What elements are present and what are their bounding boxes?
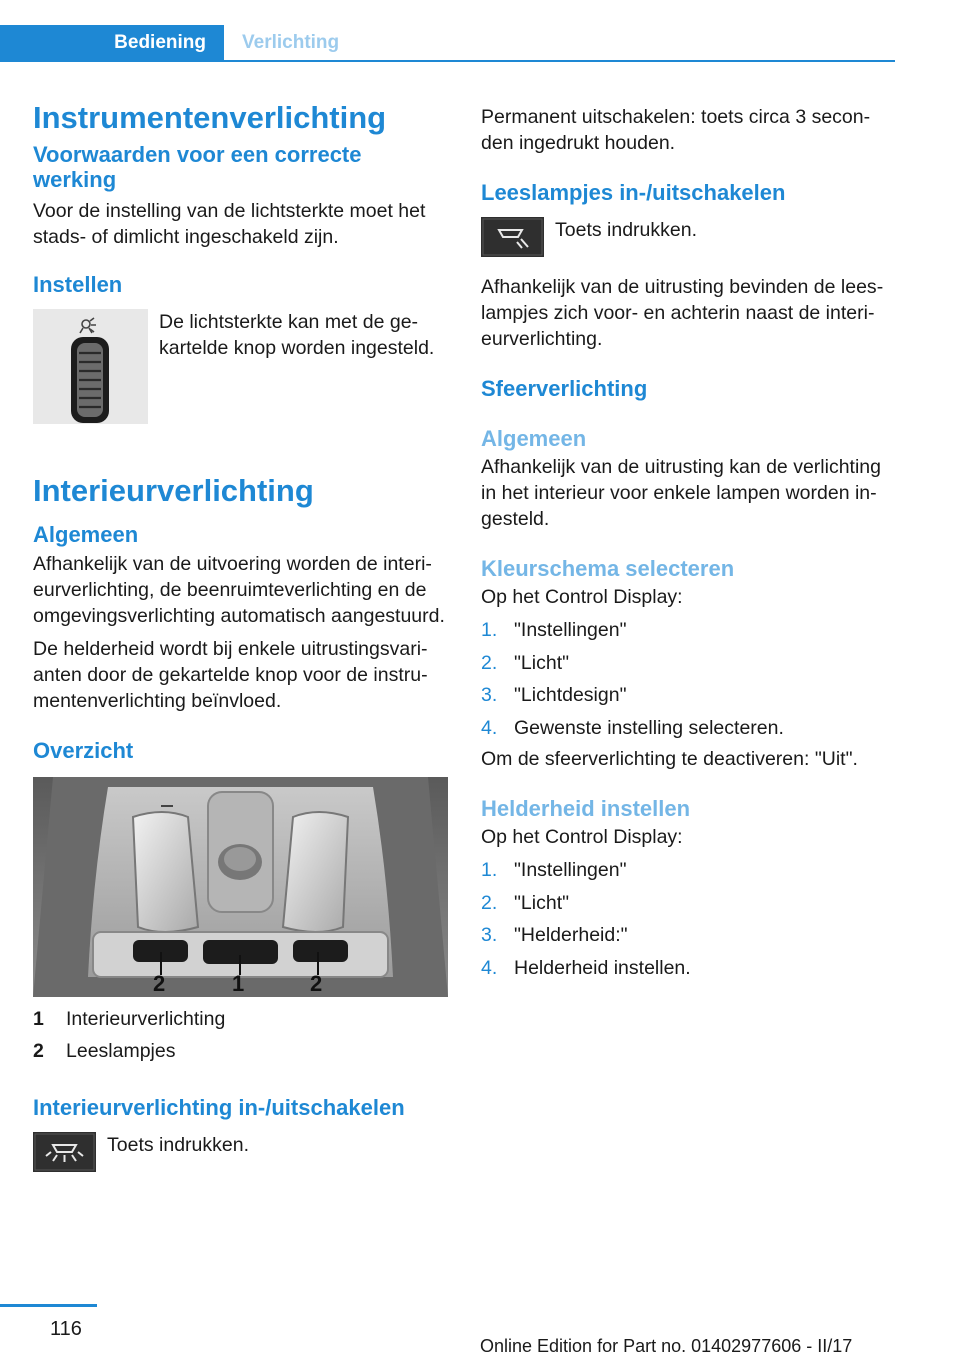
heading-algemeen-sfeer: Algemeen bbox=[481, 425, 587, 451]
text-sfeer-algemeen: Afhankelijk van de uitrusting kan de verlichting in het interieur voor enkele lampen worden ingesteld. bbox=[481, 455, 881, 530]
thumbwheel-icon bbox=[33, 309, 148, 424]
text-instellen: De lichtsterkte kan met de gekartelde knop worden ingesteld. bbox=[159, 311, 435, 360]
inuit-block bbox=[33, 1132, 448, 1172]
step-number: 4. bbox=[481, 716, 498, 739]
interior-light-icon bbox=[33, 1132, 96, 1172]
right-column bbox=[481, 95, 895, 984]
heading-interieur-inuit: Interieurverlichting in-/uitschakelen bbox=[33, 1094, 405, 1120]
step-number: 1. bbox=[481, 619, 498, 642]
list-item bbox=[481, 679, 895, 712]
reading-light-icon bbox=[481, 217, 544, 257]
heading-kleurschema: Kleurschema selecteren bbox=[481, 555, 735, 581]
text-leeslampjes-toets: Toets indrukken. bbox=[555, 219, 697, 242]
step-text: Gewenste instelling selecteren. bbox=[514, 716, 784, 739]
helder-steps bbox=[481, 854, 895, 984]
list-item bbox=[481, 919, 895, 952]
instellen-block bbox=[33, 309, 448, 424]
step-text: "Licht" bbox=[514, 651, 570, 674]
text-kleur-uit: Om de sfeerverlichting te deactiveren: "Uit". bbox=[481, 748, 858, 771]
step-text: Helderheid instellen. bbox=[514, 956, 691, 979]
interior-light-button-image bbox=[33, 1132, 96, 1172]
list-item bbox=[481, 854, 895, 887]
heading-interieurverlichting: Interieurverlichting bbox=[33, 473, 314, 509]
image-legend bbox=[33, 1003, 448, 1068]
step-number: 3. bbox=[481, 684, 498, 707]
leeslampjes-block bbox=[481, 217, 895, 257]
list-item bbox=[481, 614, 895, 647]
callout-2-left: 2 bbox=[153, 970, 166, 996]
legend-number: 1 bbox=[33, 1007, 44, 1030]
heading-sfeerverlichting: Sfeerverlichting bbox=[481, 376, 648, 402]
left-column bbox=[33, 95, 448, 1172]
kleur-steps bbox=[481, 614, 895, 744]
step-text: "Instellingen" bbox=[514, 859, 627, 882]
legend-item bbox=[33, 1003, 448, 1036]
step-text: "Instellingen" bbox=[514, 619, 627, 642]
text-algemeen-2: De helderheid wordt bij enkele uitrustingsvarianten door de gekartelde knop voor de instrumentenverlichting beïnvloed. bbox=[33, 637, 428, 712]
roof-console-image bbox=[33, 777, 448, 997]
page-number: 116 bbox=[50, 1318, 82, 1340]
text-inuit: Toets indrukken. bbox=[107, 1134, 249, 1157]
callout-1: 1 bbox=[232, 970, 245, 996]
heading-helderheid: Helderheid instellen bbox=[481, 796, 691, 822]
tab-verlichting[interactable]: Verlichting bbox=[242, 32, 340, 53]
section-tabs bbox=[0, 25, 895, 62]
step-text: "Helderheid:" bbox=[514, 924, 628, 947]
heading-leeslampjes: Leeslampjes in-/uitschakelen bbox=[481, 180, 786, 205]
reading-light-button-image bbox=[481, 217, 544, 257]
dimmer-wheel-image bbox=[33, 309, 148, 424]
text-permanent: Permanent uitschakelen: toets circa 3 seconden ingedrukt houden. bbox=[481, 106, 871, 154]
list-item bbox=[481, 647, 895, 680]
step-number: 4. bbox=[481, 956, 498, 979]
edition-note: Online Edition for Part no. 01402977606 - II/17 bbox=[480, 1336, 853, 1356]
step-number: 3. bbox=[481, 924, 498, 947]
text-helder-intro: Op het Control Display: bbox=[481, 826, 683, 849]
callout-2-right: 2 bbox=[310, 970, 323, 996]
text-kleur-intro: Op het Control Display: bbox=[481, 586, 683, 609]
heading-instellen: Instellen bbox=[33, 271, 123, 297]
heading-voorwaarden: Voorwaarden voor een correcte werking bbox=[33, 142, 362, 193]
list-item bbox=[481, 712, 895, 745]
text-algemeen-1: Afhankelijk van de uitvoering worden de interieurverlichting, de beenruimteverlichting en de omgevingsverlichting automatisch aangestuurd. bbox=[33, 552, 445, 627]
step-number: 2. bbox=[481, 891, 498, 914]
legend-number: 2 bbox=[33, 1040, 44, 1063]
step-number: 2. bbox=[481, 651, 498, 674]
legend-item bbox=[33, 1035, 448, 1068]
footer-rule bbox=[0, 1304, 97, 1307]
text-leeslampjes: Afhankelijk van de uitrusting bevinden de leeslampjes zich voor- en achterin naast de interieurverlichting. bbox=[481, 276, 884, 351]
heading-overzicht: Overzicht bbox=[33, 737, 134, 763]
heading-instrumentenverlichting: Instrumentenverlichting bbox=[33, 100, 387, 135]
heading-algemeen: Algemeen bbox=[33, 522, 139, 548]
step-text: "Lichtdesign" bbox=[514, 684, 627, 707]
legend-label: Leeslampjes bbox=[66, 1040, 176, 1063]
legend-label: Interieurverlichting bbox=[66, 1007, 226, 1030]
step-text: "Licht" bbox=[514, 891, 570, 914]
tab-bediening[interactable]: Bediening bbox=[0, 25, 224, 61]
list-item bbox=[481, 887, 895, 920]
list-item bbox=[481, 952, 895, 985]
roof-console-illustration bbox=[33, 777, 448, 997]
step-number: 1. bbox=[481, 859, 498, 882]
text-voorwaarden: Voor de instelling van de lichtsterkte moet het stads- of dimlicht ingeschakeld zijn. bbox=[33, 199, 426, 248]
